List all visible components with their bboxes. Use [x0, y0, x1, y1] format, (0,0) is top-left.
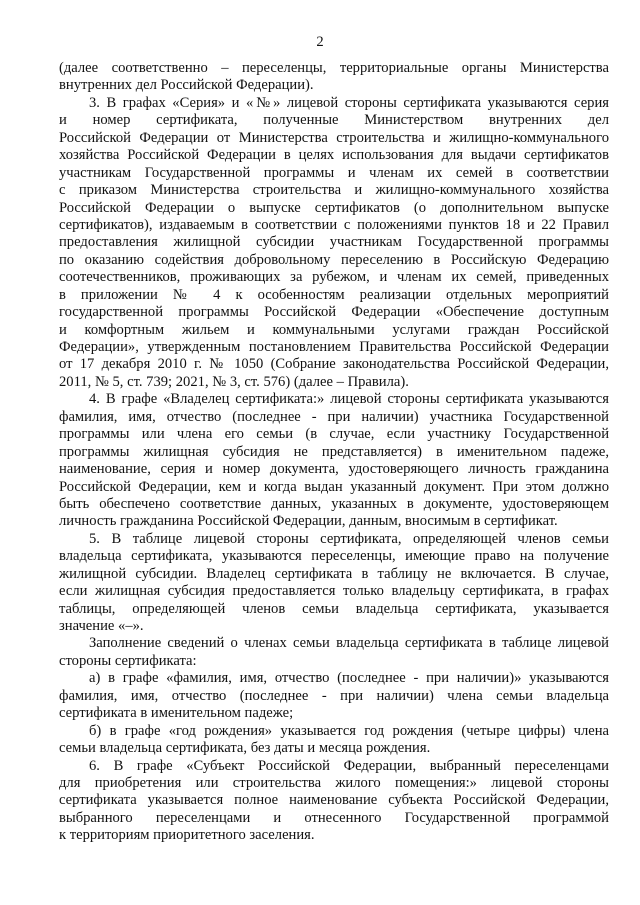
text-line: 6. В графе «Субъект Российской Федерации, выбранный переселенцами: [89, 757, 609, 774]
text-line: государственной программы Российской Федерации «Обеспечение доступным: [59, 304, 609, 321]
text-line: хозяйства Российской Федерации в целях использования для выдачи сертификатов: [59, 147, 609, 164]
text-line: программы или члена его семьи (в случае, если участнику Государственной: [59, 426, 609, 443]
text-line: а) в графе «фамилия, имя, отчество (последнее - при наличии)» указываются: [89, 670, 609, 687]
text-line: 2011, № 5, ст. 739; 2021, № 3, ст. 576) (далее – Правила).: [59, 373, 409, 390]
text-line: в приложении № 4 к особенностям реализации отдельных мероприятий: [59, 286, 609, 303]
text-line: фамилия, имя, отчество (последнее - при наличии) участника Государственной: [59, 408, 609, 425]
paragraph-item-6: [59, 758, 609, 845]
text-line: 3. В графах «Серия» и «№» лицевой стороны сертификата указываются серия: [89, 94, 609, 111]
text-line: Заполнение сведений о членах семьи владельца сертификата в таблице лицевой: [89, 635, 609, 652]
text-line: с приказом Министерства строительства и жилищно-коммунального хозяйства: [59, 182, 609, 199]
text-line: соотечественников, проживающих за рубежом, и членам их семей, приведенных: [59, 269, 609, 286]
text-line: и комфортным жильем и коммунальными услугами граждан Российской: [59, 321, 609, 338]
document-body: [59, 60, 609, 845]
paragraph-continuation: [59, 60, 609, 95]
text-line: к территориям приоритетного заселения.: [59, 827, 315, 844]
text-line: 5. В таблице лицевой стороны сертификата, определяющей членов семьи: [89, 530, 609, 547]
paragraph-subitem-b: [59, 723, 609, 758]
text-line: сертификатов), издаваемым в соответствии с положениями пунктов 18 и 22 Правил: [59, 216, 609, 233]
text-line: жилищной субсидии. Владелец сертификата в таблицу не включается. В случае,: [59, 565, 609, 582]
text-line: для приобретения или строительства жилого помещения:» лицевой стороны: [59, 774, 609, 791]
text-line: если жилищная субсидия предоставляется только владельцу сертификата, в графах: [59, 583, 609, 600]
paragraph-subitem-a: [59, 670, 609, 722]
text-line: участникам Государственной программы и членам их семей в соответствии: [59, 164, 609, 181]
text-line: Российской Федерации от Министерства строительства и жилищно-коммунального: [59, 129, 609, 146]
text-line: владельца сертификата, указываются переселенцы, имеющие право на получение: [59, 548, 609, 565]
paragraph-item-5: [59, 531, 609, 636]
text-line: программы жилищная субсидия не представляется) в именительном падеже,: [59, 443, 609, 460]
page-number: 2: [316, 34, 324, 50]
text-line: семьи владельца сертификата, без даты и месяца рождения.: [59, 740, 431, 757]
text-line: фамилия, имя, отчество (последнее - при наличии) члена семьи владельца: [59, 687, 609, 704]
text-line: наименование, серия и номер документа, удостоверяющего личность гражданина: [59, 461, 609, 478]
text-line: сертификата в именительном падеже;: [59, 705, 294, 722]
text-line: стороны сертификата:: [59, 652, 197, 669]
text-line: сертификата указывается полное наименование субъекта Российской Федерации,: [59, 792, 609, 809]
text-line: Российской Федерации о выпуске сертификатов (о дополнительном выпуске: [59, 199, 609, 216]
text-line: и номер сертификата, полученные Министерством внутренних дел: [59, 112, 609, 129]
text-line: предоставления жилищной субсидии участникам Государственной программы: [59, 234, 609, 251]
text-line: Российской Федерации, кем и когда выдан указанный документ. При этом должно: [59, 478, 609, 495]
text-line: б) в графе «год рождения» указывается год рождения (четыре цифры) члена: [89, 722, 609, 739]
text-line: Федерации», утвержденным постановлением Правительства Российской Федерации: [59, 339, 609, 355]
text-line: таблицы, определяющей членов семьи владельца сертификата, указывается: [59, 600, 609, 617]
text-line: от 17 декабря 2010 г. № 1050 (Собрание законодательства Российской Федерации,: [59, 356, 609, 373]
text-line: быть обеспечено соответствие данных, указанных в документе, удостоверяющем: [59, 495, 609, 512]
text-line: личность гражданина Российской Федерации, данным, вносимым в сертификат.: [59, 513, 558, 530]
paragraph-item-4: [59, 391, 609, 531]
text-line: значение «–».: [59, 618, 144, 634]
paragraph-family-info: [59, 635, 609, 670]
text-line: 4. В графе «Владелец сертификата:» лицевой стороны сертификата указываются: [89, 391, 609, 408]
text-line: внутренних дел Российской Федерации).: [59, 77, 314, 94]
text-line: по оказанию содействия добровольному переселению в Российскую Федерацию: [59, 251, 609, 268]
text-line: (далее соответственно – переселенцы, территориальные органы Министерства: [59, 60, 609, 76]
text-line: выбранного переселенцами и отнесенного Государственной программой: [59, 809, 609, 826]
paragraph-item-3: [59, 95, 609, 391]
